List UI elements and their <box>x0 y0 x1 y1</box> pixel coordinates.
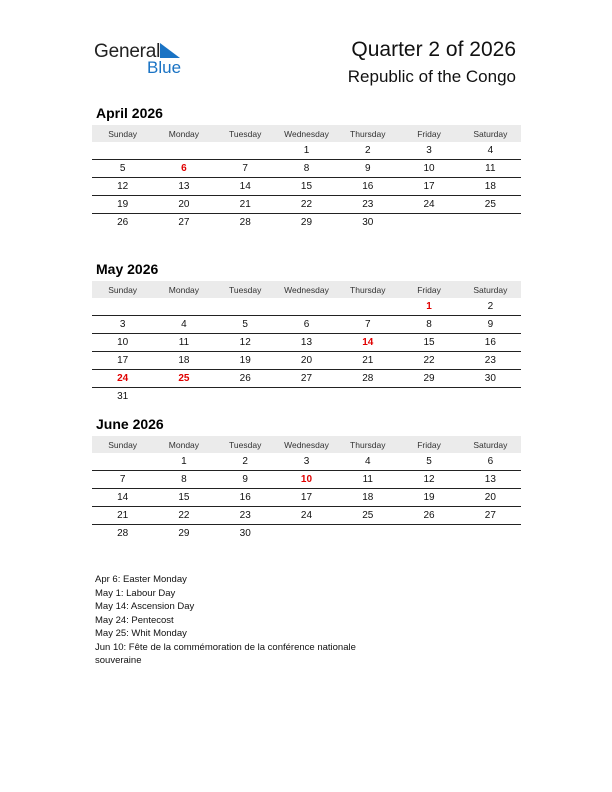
weekday-header: Sunday <box>92 125 153 142</box>
holiday-note: May 14: Ascension Day <box>95 601 195 612</box>
day-cell: 25 <box>460 196 521 214</box>
day-cell: 6 <box>153 160 214 178</box>
holiday-note: May 24: Pentecost <box>95 614 174 626</box>
day-cell: 11 <box>460 160 521 178</box>
day-cell: 4 <box>337 453 398 471</box>
day-cell: 13 <box>276 334 337 352</box>
day-cell: 11 <box>337 471 398 489</box>
day-cell: 14 <box>337 334 398 352</box>
day-cell <box>92 298 153 316</box>
day-cell: 25 <box>337 507 398 525</box>
weekday-header: Saturday <box>460 281 521 298</box>
week-row <box>92 142 521 160</box>
day-cell: 4 <box>153 316 214 334</box>
weekday-header: Tuesday <box>215 125 276 142</box>
day-cell: 1 <box>153 453 214 471</box>
holiday-notes <box>95 573 395 668</box>
weekday-header: Friday <box>398 125 459 142</box>
day-cell: 27 <box>178 217 190 228</box>
holiday-note: May 1: Labour Day <box>95 587 176 599</box>
week-row <box>92 334 521 352</box>
day-cell: 16 <box>460 334 521 352</box>
weekday-header: Wednesday <box>276 125 337 142</box>
weekday-header: Saturday <box>460 436 521 453</box>
day-cell: 28 <box>239 217 251 228</box>
day-cell <box>276 298 337 316</box>
day-cell: 5 <box>92 160 153 178</box>
week-row <box>92 388 521 406</box>
day-cell: 26 <box>117 217 129 228</box>
day-cell: 23 <box>337 196 398 214</box>
day-cell: 28 <box>117 528 129 539</box>
day-cell: 26 <box>215 370 276 388</box>
day-cell: 4 <box>460 142 521 160</box>
day-cell: 5 <box>215 316 276 334</box>
day-cell: 8 <box>398 316 459 334</box>
week-row <box>92 525 521 543</box>
weekday-header: Friday <box>398 436 459 453</box>
day-cell <box>153 142 214 160</box>
day-cell: 19 <box>215 352 276 370</box>
weekday-header: Friday <box>398 281 459 298</box>
week-row <box>92 370 521 388</box>
calendar-table <box>92 281 521 405</box>
weekday-header-row <box>92 436 521 453</box>
day-cell <box>337 525 398 543</box>
day-cell: 3 <box>276 453 337 471</box>
month-title: April 2026 <box>96 105 163 121</box>
day-cell: 23 <box>215 507 276 525</box>
week-row <box>92 316 521 334</box>
day-cell <box>276 388 337 406</box>
day-cell <box>460 525 521 543</box>
day-cell: 24 <box>92 370 153 388</box>
weekday-header: Monday <box>153 281 214 298</box>
day-cell: 12 <box>92 178 153 196</box>
day-cell: 21 <box>337 352 398 370</box>
day-cell <box>337 298 398 316</box>
day-cell <box>398 214 459 232</box>
day-cell: 27 <box>276 370 337 388</box>
calendar-table <box>92 436 521 542</box>
day-cell: 13 <box>153 178 214 196</box>
day-cell: 22 <box>398 352 459 370</box>
day-cell: 22 <box>276 196 337 214</box>
day-cell: 25 <box>153 370 214 388</box>
weekday-header: Monday <box>153 436 214 453</box>
day-cell: 17 <box>92 352 153 370</box>
page-subtitle: Republic of the Congo <box>347 67 516 86</box>
day-cell: 12 <box>398 471 459 489</box>
day-cell: 30 <box>460 370 521 388</box>
day-cell: 9 <box>460 316 521 334</box>
day-cell: 18 <box>153 352 214 370</box>
day-cell: 18 <box>460 178 521 196</box>
page-title: Quarter 2 of 2026 <box>351 38 516 61</box>
day-cell: 2 <box>460 298 521 316</box>
day-cell <box>215 388 276 406</box>
day-cell: 3 <box>398 142 459 160</box>
month-title: June 2026 <box>96 416 164 432</box>
day-cell: 29 <box>398 370 459 388</box>
day-cell <box>337 388 398 406</box>
month-june <box>92 415 521 542</box>
day-cell: 20 <box>460 489 521 507</box>
day-cell: 30 <box>239 528 251 539</box>
holiday-note: May 25: Whit Monday <box>95 628 187 639</box>
day-cell: 16 <box>337 178 398 196</box>
day-cell: 31 <box>117 391 129 402</box>
day-cell <box>215 142 276 160</box>
day-cell <box>276 525 337 543</box>
week-row <box>92 214 521 232</box>
day-cell: 11 <box>153 334 214 352</box>
day-cell <box>215 298 276 316</box>
month-title: May 2026 <box>96 261 159 277</box>
day-cell: 7 <box>215 160 276 178</box>
logo-text-general: General <box>94 41 161 62</box>
weekday-header-row <box>92 281 521 298</box>
holiday-note: Jun 10: Fête de la commémoration de la conférence nationale souveraine <box>95 641 356 666</box>
day-cell: 28 <box>337 370 398 388</box>
weekday-header: Sunday <box>92 281 153 298</box>
day-cell <box>153 298 214 316</box>
weekday-header: Saturday <box>460 125 521 142</box>
month-may <box>92 260 521 405</box>
day-cell: 1 <box>398 298 459 316</box>
day-cell: 17 <box>276 489 337 507</box>
day-cell: 14 <box>92 489 153 507</box>
calendar-table <box>92 125 521 231</box>
day-cell: 23 <box>460 352 521 370</box>
day-cell: 3 <box>92 316 153 334</box>
day-cell: 20 <box>276 352 337 370</box>
day-cell: 17 <box>398 178 459 196</box>
day-cell <box>92 142 153 160</box>
week-row <box>92 453 521 471</box>
day-cell: 6 <box>276 316 337 334</box>
day-cell: 24 <box>398 196 459 214</box>
day-cell: 6 <box>460 453 521 471</box>
day-cell: 29 <box>300 217 313 228</box>
week-row <box>92 298 521 316</box>
day-cell: 30 <box>362 217 374 228</box>
logo-text-blue: Blue <box>147 58 182 77</box>
day-cell: 16 <box>215 489 276 507</box>
day-cell: 10 <box>92 334 153 352</box>
day-cell: 15 <box>276 178 337 196</box>
day-cell: 2 <box>215 453 276 471</box>
day-cell: 15 <box>153 489 214 507</box>
day-cell: 20 <box>153 196 214 214</box>
day-cell: 2 <box>337 142 398 160</box>
day-cell: 19 <box>398 489 459 507</box>
weekday-header: Wednesday <box>276 281 337 298</box>
day-cell <box>460 388 521 406</box>
day-cell: 24 <box>276 507 337 525</box>
weekday-header: Thursday <box>337 125 398 142</box>
day-cell: 10 <box>398 160 459 178</box>
day-cell: 7 <box>92 471 153 489</box>
week-row <box>92 196 521 214</box>
day-cell: 19 <box>92 196 153 214</box>
day-cell: 1 <box>276 142 337 160</box>
day-cell: 13 <box>460 471 521 489</box>
logo-triangle-icon <box>160 43 182 59</box>
weekday-header: Thursday <box>337 436 398 453</box>
week-row <box>92 352 521 370</box>
day-cell: 21 <box>215 196 276 214</box>
day-cell: 14 <box>215 178 276 196</box>
week-row <box>92 507 521 525</box>
day-cell: 21 <box>92 507 153 525</box>
day-cell <box>460 214 521 232</box>
week-row <box>92 178 521 196</box>
holiday-note: Apr 6: Easter Monday <box>95 574 187 585</box>
weekday-header: Sunday <box>92 436 153 453</box>
day-cell: 12 <box>215 334 276 352</box>
day-cell: 18 <box>337 489 398 507</box>
day-cell: 26 <box>398 507 459 525</box>
day-cell: 8 <box>276 160 337 178</box>
day-cell: 9 <box>337 160 398 178</box>
weekday-header: Thursday <box>337 281 398 298</box>
day-cell <box>153 388 214 406</box>
day-cell: 5 <box>398 453 459 471</box>
day-cell: 10 <box>276 471 337 489</box>
weekday-header-row <box>92 125 521 142</box>
week-row <box>92 160 521 178</box>
day-cell: 29 <box>178 528 190 539</box>
day-cell <box>398 388 459 406</box>
weekday-header: Monday <box>153 125 214 142</box>
week-row <box>92 471 521 489</box>
weekday-header: Tuesday <box>215 281 276 298</box>
day-cell: 27 <box>460 507 521 525</box>
weekday-header: Wednesday <box>276 436 337 453</box>
day-cell <box>92 453 153 471</box>
month-april <box>92 104 521 231</box>
day-cell: 8 <box>153 471 214 489</box>
day-cell: 9 <box>215 471 276 489</box>
day-cell: 15 <box>398 334 459 352</box>
day-cell <box>398 525 459 543</box>
brand-logo <box>94 41 194 81</box>
week-row <box>92 489 521 507</box>
weekday-header: Tuesday <box>215 436 276 453</box>
day-cell: 22 <box>153 507 214 525</box>
day-cell: 7 <box>337 316 398 334</box>
